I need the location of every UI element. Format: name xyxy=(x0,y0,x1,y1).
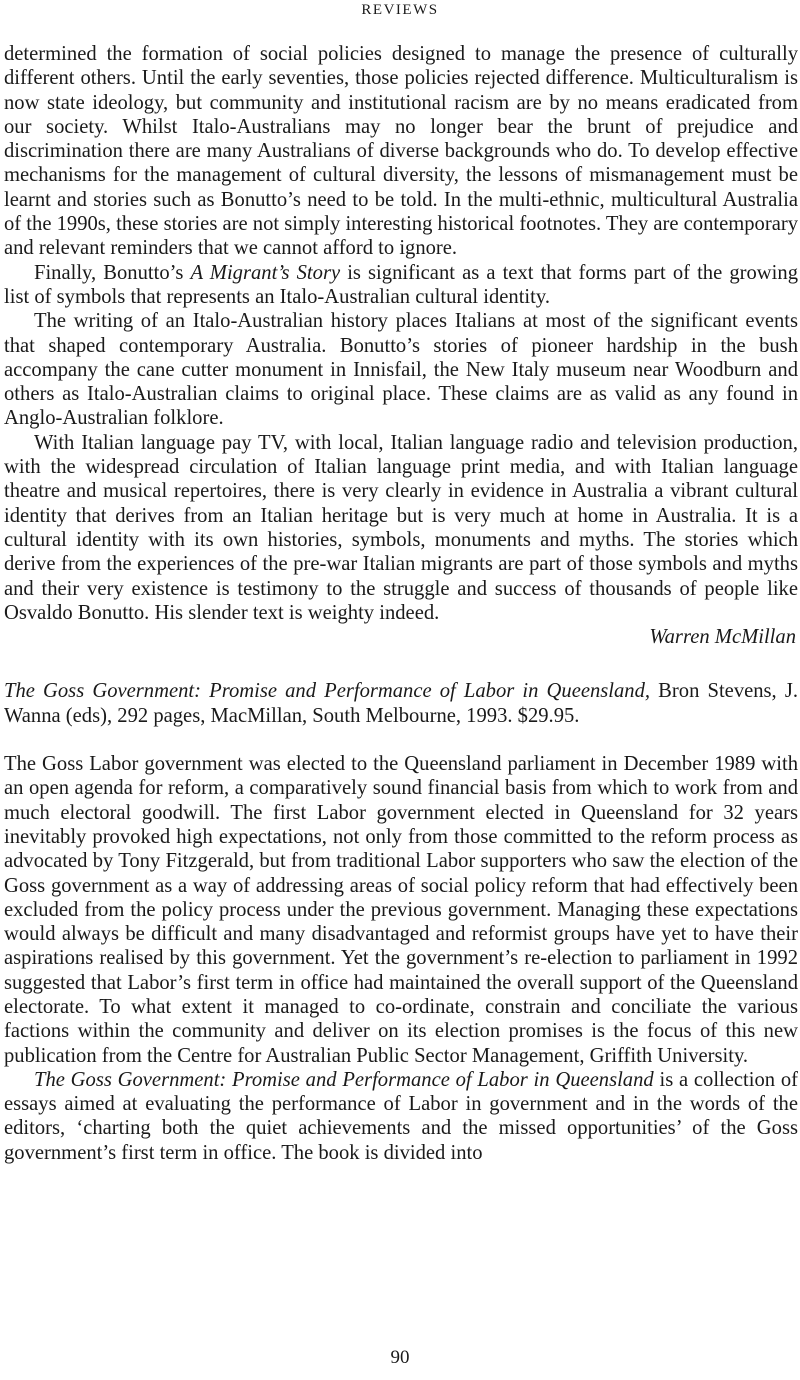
paragraph-cultural-identity: With Italian language pay TV, with local, Italian language radio and television production, with the widespread circulation of Italian language print media, and with Italian language theatre and musical repertoires, there is very clearly in evidence in Australia a vibrant cultural identity that derives from an Italian heritage but is very much at home in Australia. It is a cultural identity with its own histories, symbols, monuments and myths. The stories which derive from the experiences of the pre-war Italian migrants are part of those symbols and myths and their very existence is testimony to the struggle and success of thousands of people like Osvaldo Bonutto. His slender text is weighty indeed. xyxy=(4,431,798,624)
finally-lead: Finally, Bonutto’s xyxy=(34,261,191,284)
page-number: 90 xyxy=(390,1347,410,1368)
finally-rest: is significant as a text that forms part of the growing list of symbols that represents an Italo-Australian cultural identity. xyxy=(4,261,798,308)
review-opening-paragraph: The Goss Labor government was elected to the Queensland parliament in December 1989 with an open agenda for reform, a comparatively sound financial basis from which to work from and much electoral goodwill. The first Labor government elected in Queensland for 32 years inevitably provoked high expectations, not only from those committed to the reform process as advocated by Tony Fitzgerald, but from traditional Labor supporters who saw the election of the Goss government as a way of addressing areas of social policy reform that had effectively been excluded from the policy process under the previous government. Managing these expectations would always be difficult and many disadvantaged and reformist groups have yet to have their aspirations realised by this government. Yet the government’s re-election to parliament in 1992 suggested that Labor’s first term in office had maintained the overall support of the Queensland electorate. To what extent it managed to co-ordinate, constrain and conciliate the various factions within the community and deliver on its election promises is the focus of this new publication from the Centre for Australian Public Sector Management, Griffith University. xyxy=(4,753,798,1067)
review-second-paragraph xyxy=(4,1068,798,1165)
paragraph-italo-history: The writing of an Italo-Australian history places Italians at most of the significant events that shaped contemporary Australia. Bonutto’s stories of pioneer hardship in the bush accompany the cane cutter monument in Innisfail, the New Italy museum near Woodburn and others as Italo-Australian claims to original place. These claims are as valid as any found in Anglo-Australian folklore. xyxy=(4,310,798,430)
review-book-title: The Goss Government: Promise and Performance of Labor in Queensland xyxy=(34,1068,654,1091)
review-citation xyxy=(4,679,798,728)
review-second-text: is a collection of essays aimed at evaluating the performance of Labor in government and in the words of the editors, ‘charting both the quiet achievements and the missed opportunities’ of the Goss government’s first term in office. The book is divided into xyxy=(4,1068,799,1164)
citation-book-title: The Goss Government: Promise and Performance of Labor in Queensland, xyxy=(4,680,651,703)
citation-details: Bron Stevens, J. Wanna (eds), 292 pages, MacMillan, South Melbourne, 1993. $29.95. xyxy=(4,680,798,727)
reviewer-signature: Warren McMillan xyxy=(649,626,796,649)
running-head: REVIEWS xyxy=(361,2,439,18)
paragraph-finally xyxy=(4,261,798,310)
paragraph-continued: determined the formation of social policies designed to manage the presence of culturally different others. Until the early seventies, those policies rejected difference. Multiculturalism is now state ideology, but community and institutional racism are by no means eradicated from our society. Whilst Italo-Australians may no longer bear the brunt of prejudice and discrimination there are many Australians of diverse backgrounds who do. To develop effective mechanisms for the management of cultural diversity, the lessons of mismanagement must be learnt and stories such as Bonutto’s need to be told. In the multi-ethnic, multicultural Australia of the 1990s, these stories are not simply interesting historical footnotes. They are contemporary and relevant reminders that we cannot afford to ignore. xyxy=(4,43,798,260)
body-text xyxy=(4,42,798,1165)
book-title-a-migrants-story: A Migrant’s Story xyxy=(190,261,341,284)
